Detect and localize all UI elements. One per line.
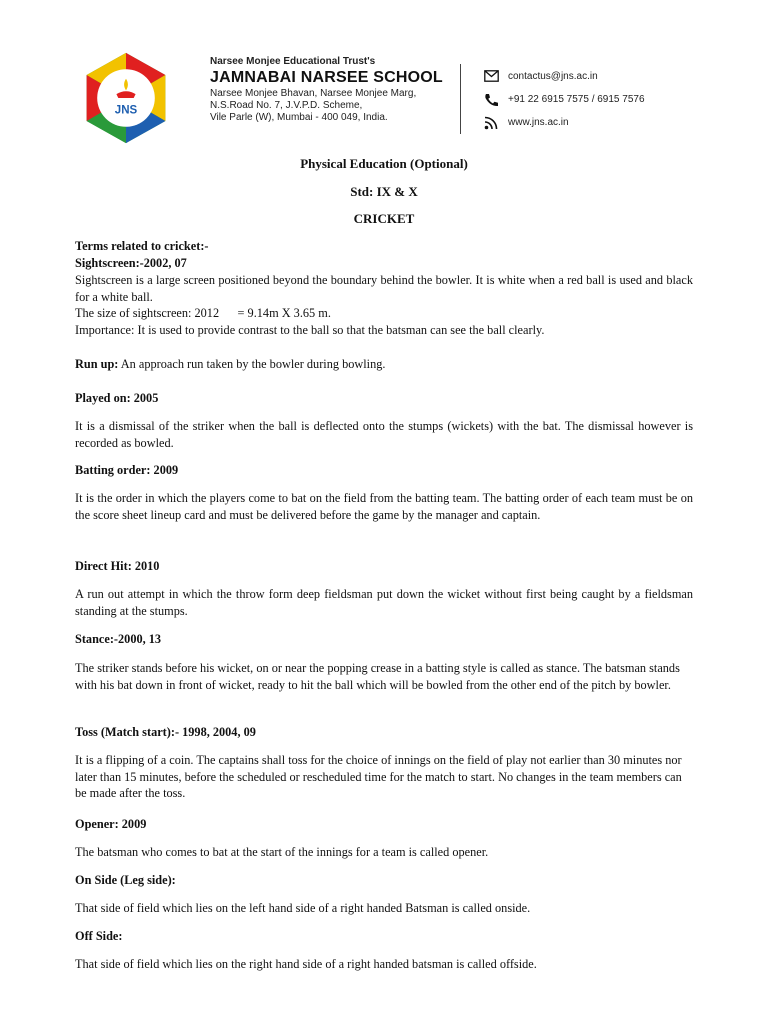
sightscreen-description: Sightscreen is a large screen positioned beyond the boundary behind the bowler. It is white when a red ball is used and black for a white ball. <box>75 273 693 304</box>
sightscreen-importance: Importance: It is used to provide contrast to the ball so that the batsman can see the ball clearly. <box>75 323 545 337</box>
stance-heading: Stance:-2000, 13 <box>75 632 162 646</box>
opener-heading: Opener: 2009 <box>75 817 147 831</box>
email-text: contactus@jns.ac.in <box>508 71 598 82</box>
toss-text: It is a flipping of a coin. The captains shall toss for the choice of innings on the field of play not earlier than 30 minutes nor later than 15 minutes, before the scheduled or rescheduled time for the match to start. No changes in the team members can be made after the toss. <box>75 753 682 800</box>
trust-name: Narsee Monjee Educational Trust's <box>210 56 376 67</box>
phone-text: +91 22 6915 7575 / 6915 7576 <box>508 94 645 105</box>
onside-heading: On Side (Leg side): <box>75 873 176 887</box>
address-line-1: Narsee Monjee Bhavan, Narsee Monjee Marg, <box>210 88 417 99</box>
stance-text: The striker stands before his wicket, on or near the popping crease in a batting style is called as stance. The batsman stands with his bat down in front of wicket, ready to hit the ball which will be bowled from the other end of the pitch by bowler. <box>75 661 680 692</box>
letterhead <box>78 46 690 138</box>
website-text: www.jns.ac.in <box>508 117 569 128</box>
school-logo-icon <box>78 50 174 146</box>
sightscreen-heading: Sightscreen:-2002, 07 <box>75 256 187 270</box>
school-name: JAMNABAI NARSEE SCHOOL <box>210 69 443 86</box>
topic-title: CRICKET <box>353 211 415 226</box>
school-info <box>210 56 443 124</box>
offside-heading: Off Side: <box>75 929 123 943</box>
opener-text: The batsman who comes to bat at the start of the innings for a team is called opener. <box>75 845 489 859</box>
toss-heading: Toss (Match start):- 1998, 2004, 09 <box>75 725 256 739</box>
sightscreen-size: The size of sightscreen: 2012 = 9.14m X 3.65 m. <box>75 306 331 320</box>
playedon-text: It is a dismissal of the striker when the ball is deflected onto the stumps (wickets) with the bat. The dismissal however is recorded as bowled. <box>75 419 693 450</box>
batting-order-heading: Batting order: 2009 <box>75 463 179 477</box>
address-line-2: N.S.Road No. 7, J.V.P.D. Scheme, <box>210 100 363 111</box>
onside-text: That side of field which lies on the left hand side of a right handed Batsman is called onside. <box>75 901 531 915</box>
envelope-icon <box>484 70 499 82</box>
direct-hit-heading: Direct Hit: 2010 <box>75 559 160 573</box>
terms-heading: Terms related to cricket:- <box>75 239 209 253</box>
header-divider <box>460 64 461 134</box>
address-line-3: Vile Parle (W), Mumbai - 400 049, India. <box>210 112 388 123</box>
runup-paragraph <box>75 356 693 373</box>
subject-title: Physical Education (Optional) <box>300 156 468 171</box>
direct-hit-text: A run out attempt in which the throw form deep fieldsman put down the wicket without first being caught by a fieldsman standing at the stumps. <box>75 587 693 618</box>
phone-icon <box>484 93 499 107</box>
runup-label: Run up: <box>75 357 119 371</box>
logo-text: JNS <box>114 104 138 117</box>
batting-order-text: It is the order in which the players come to bat on the field from the batting team. The batting order of each team must be on the score sheet lineup card and must be delivered before the game by the manager and captain. <box>75 491 693 522</box>
runup-text: An approach run taken by the bowler during bowling. <box>118 357 386 371</box>
rss-icon <box>484 116 498 130</box>
offside-text: That side of field which lies on the right hand side of a right handed batsman is called offside. <box>75 957 537 971</box>
std-title: Std: IX & X <box>350 184 418 199</box>
playedon-heading: Played on: 2005 <box>75 391 159 405</box>
